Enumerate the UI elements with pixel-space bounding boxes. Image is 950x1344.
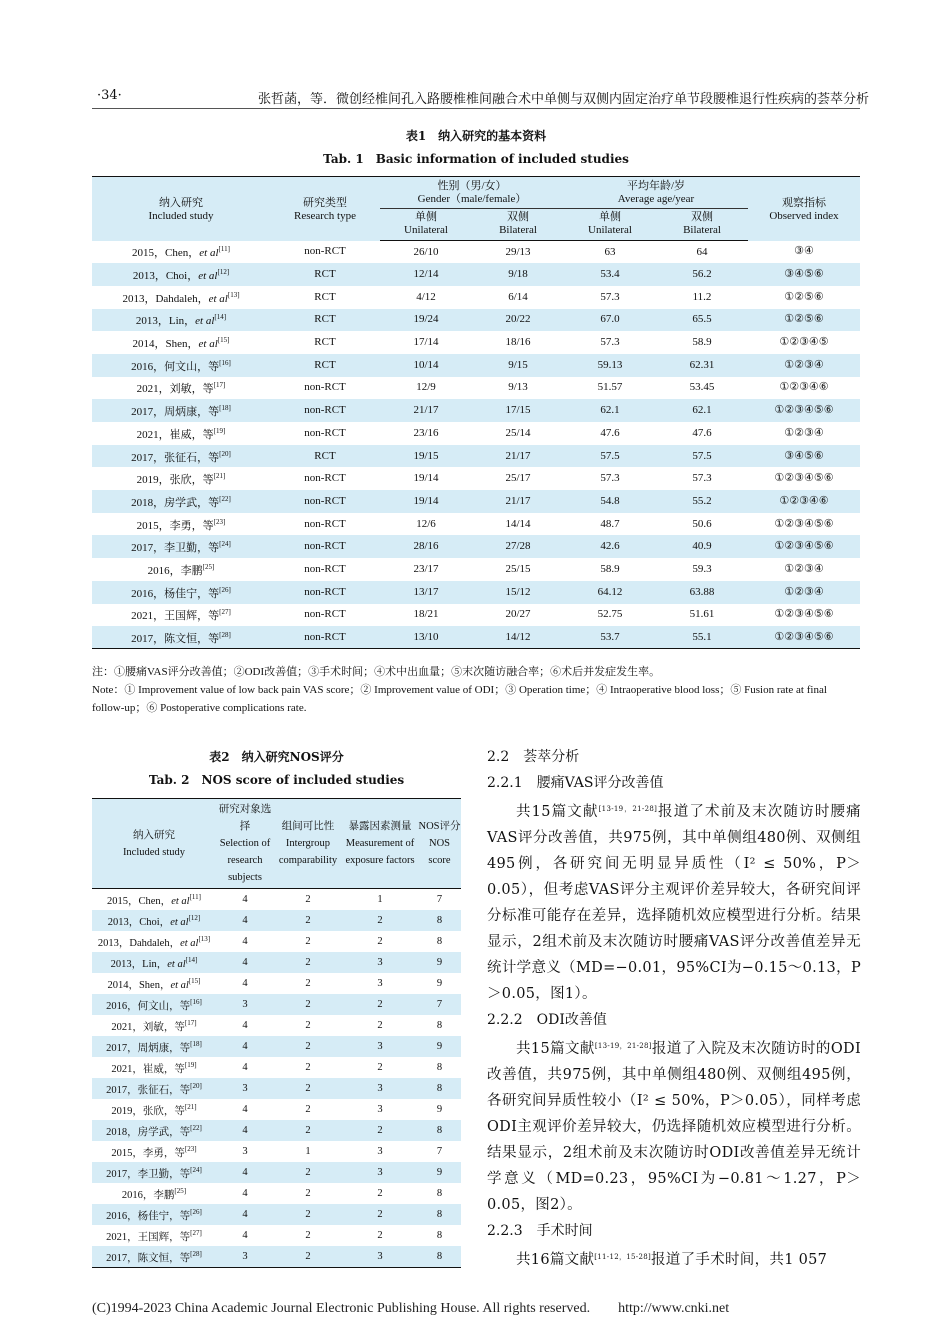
cell-nos: 9 — [436, 1167, 443, 1178]
cell-g-bi: 6/14 — [508, 290, 528, 303]
cell-type: non-RCT — [304, 517, 346, 530]
table-row — [92, 994, 461, 1015]
t1-head-age: 平均年龄/岁 Average age/year — [564, 177, 748, 209]
cell-comp: 2 — [305, 1188, 311, 1199]
table-row — [92, 910, 461, 931]
study-cell: 2021，崔威，等[19] — [111, 1061, 197, 1075]
study-cell: 2014，Shen，et al[15] — [132, 336, 230, 351]
cell-g-bi: 9/13 — [508, 381, 528, 394]
cell-comp: 2 — [305, 1041, 311, 1052]
cell-index: ①②③④ — [784, 426, 824, 439]
cell-a-uni: 57.3 — [600, 472, 620, 485]
t1-head-age-bi: 双侧 Bilateral — [656, 209, 748, 241]
study-cell: 2017，李卫勤，等[24] — [131, 540, 231, 555]
cell-comp: 2 — [305, 1083, 311, 1094]
cell-g-uni: 19/24 — [413, 313, 439, 326]
table-row — [92, 1162, 461, 1183]
cell-index: ③④⑤⑥ — [784, 268, 824, 281]
cell-index: ①②③④⑤⑥ — [774, 472, 834, 485]
study-cell: 2019，张欣，等[21] — [136, 472, 226, 487]
cell-sel: 4 — [242, 978, 248, 989]
header-rule — [92, 108, 860, 109]
t2-head-exposure: 暴露因素测量 Measurement of exposure factors — [342, 799, 418, 889]
cell-g-bi: 17/15 — [505, 404, 531, 417]
table-row — [92, 1015, 461, 1036]
cell-nos: 8 — [436, 1125, 443, 1136]
cell-g-bi: 14/14 — [505, 517, 531, 530]
table-row — [92, 535, 860, 558]
cell-index: ①②③④⑤⑥ — [774, 608, 834, 621]
cell-a-uni: 48.7 — [600, 517, 620, 530]
cell-exp: 3 — [377, 1083, 383, 1094]
t1-head-gender-bi: 双侧 Bilateral — [472, 209, 564, 241]
cell-a-bi: 65.5 — [692, 313, 712, 326]
cell-type: non-RCT — [304, 426, 346, 439]
cell-index: ①②③④⑤⑥ — [774, 540, 834, 553]
cell-comp: 2 — [305, 1104, 311, 1115]
cell-sel: 4 — [242, 1188, 248, 1199]
cell-g-uni: 26/10 — [413, 245, 439, 258]
cell-a-uni: 67.0 — [600, 313, 620, 326]
cell-a-bi: 55.1 — [692, 630, 712, 643]
cell-a-bi: 62.1 — [692, 404, 712, 417]
cell-a-bi: 11.2 — [692, 290, 712, 303]
cell-sel: 4 — [242, 936, 248, 947]
study-cell: 2013，Dahdaleh，et al[13] — [122, 290, 240, 305]
study-cell: 2013，Dahdaleh，et al[13] — [97, 935, 211, 949]
table-row — [92, 286, 860, 309]
table-row — [92, 626, 860, 649]
cell-comp: 2 — [305, 957, 311, 968]
cell-a-uni: 63 — [604, 245, 616, 258]
cell-exp: 1 — [377, 894, 383, 905]
cell-g-uni: 18/21 — [413, 608, 439, 621]
cell-sel: 4 — [242, 1104, 248, 1115]
cell-type: non-RCT — [304, 404, 346, 417]
cell-g-uni: 19/14 — [413, 494, 439, 507]
study-cell: 2016，何文山，等[16] — [106, 998, 202, 1012]
cell-sel: 4 — [242, 915, 248, 926]
cell-exp: 2 — [377, 936, 383, 947]
cell-g-uni: 12/14 — [413, 268, 439, 281]
cell-comp: 2 — [305, 915, 311, 926]
cell-g-uni: 17/14 — [413, 336, 439, 349]
cell-g-uni: 21/17 — [413, 404, 439, 417]
table2-caption-cn: 表2 纳入研究NOS评分 — [209, 750, 344, 764]
table-row — [92, 1204, 461, 1225]
cell-index: ①②⑤⑥ — [784, 313, 824, 326]
t1-head-type: 研究类型 Research type — [294, 197, 356, 223]
cell-exp: 2 — [377, 915, 383, 926]
study-cell: 2017，周炳康，等[18] — [131, 404, 231, 419]
t1-head-study: 纳入研究 Included study — [148, 197, 214, 223]
cell-exp: 3 — [377, 1251, 383, 1262]
table-row — [92, 399, 860, 422]
cell-comp: 2 — [305, 1230, 311, 1241]
cell-sel: 3 — [242, 1146, 248, 1157]
cell-exp: 2 — [377, 1230, 383, 1241]
section-2-2: 2.2 荟萃分析 — [487, 749, 580, 765]
cell-g-bi: 29/13 — [505, 245, 531, 258]
cell-a-bi: 55.2 — [692, 494, 712, 507]
cell-index: ③④⑤⑥ — [784, 449, 824, 462]
cell-g-bi: 21/17 — [505, 494, 531, 507]
cell-g-uni: 19/14 — [413, 472, 439, 485]
cell-a-bi: 56.2 — [692, 268, 712, 281]
cell-type: non-RCT — [304, 630, 346, 643]
table-row — [92, 1183, 461, 1204]
cell-nos: 8 — [436, 1062, 443, 1073]
page-number: ·34· — [97, 88, 122, 103]
cell-g-uni: 4/12 — [416, 290, 436, 303]
study-cell: 2015，李勇，等[23] — [111, 1145, 197, 1159]
cell-g-bi: 18/16 — [505, 336, 531, 349]
cell-g-bi: 25/17 — [505, 472, 531, 485]
cell-comp: 2 — [305, 1062, 311, 1073]
table1-caption-cn: 表1 纳入研究的基本资料 — [405, 129, 547, 143]
cell-type: non-RCT — [304, 494, 346, 507]
table-row — [92, 263, 860, 286]
cell-type: non-RCT — [304, 540, 346, 553]
table-row — [92, 490, 860, 513]
cell-a-uni: 54.8 — [600, 494, 620, 507]
table-row — [92, 1078, 461, 1099]
cell-type: RCT — [314, 449, 336, 462]
cell-a-uni: 57.3 — [600, 336, 620, 349]
cell-comp: 2 — [305, 1209, 311, 1220]
cell-type: non-RCT — [304, 245, 346, 258]
table-row — [92, 1057, 461, 1078]
cell-comp: 1 — [305, 1146, 311, 1157]
t1-head-gender: 性别（男/女） Gender（male/female） — [380, 177, 564, 209]
cell-a-uni: 47.6 — [600, 426, 620, 439]
cell-sel: 4 — [242, 1167, 248, 1178]
table-row — [92, 973, 461, 994]
cell-nos: 7 — [436, 1146, 443, 1157]
study-cell: 2013，Choi，et al[12] — [107, 914, 201, 928]
cell-a-bi: 63.88 — [689, 585, 715, 598]
running-title: 张哲菡，等．微创经椎间孔入路腰椎椎间融合术中单侧与双侧内固定治疗单节段腰椎退行性疾病的荟萃分析 — [258, 92, 870, 107]
table1 — [92, 176, 860, 649]
cell-g-bi: 21/17 — [505, 449, 531, 462]
cell-nos: 9 — [436, 978, 443, 989]
cell-type: RCT — [314, 336, 336, 349]
paragraph-vas: 共15篇文献[13-19，21-28]报道了术前及末次随访时腰痛VAS评分改善值，共975例，其中单侧组480例、双侧组495例，各研究间无明显异质性（I² ≤ 50%，P＞0.05），但考虑VAS评分主观评价差异较大，各研究间评分标准可能存在差异，选择随机效应模型进行分析。结果显示，2组术前及末次随访时腰痛VAS评分改善值差异无统计学意义（MD=−0.01，95%CI为−0.15～0.13，P＞0.05，图1）。 — [487, 804, 861, 1002]
table-row — [92, 309, 860, 332]
cell-nos: 8 — [436, 1230, 443, 1241]
cell-nos: 7 — [436, 999, 443, 1010]
table-row — [92, 889, 461, 911]
cell-g-bi: 25/14 — [505, 426, 531, 439]
cell-type: non-RCT — [304, 585, 346, 598]
cell-sel: 4 — [242, 894, 248, 905]
cell-sel: 4 — [242, 1062, 248, 1073]
cell-g-bi: 14/12 — [505, 630, 531, 643]
table-row — [92, 445, 860, 468]
table2-caption-en: Tab. 2 NOS score of included studies — [148, 773, 405, 787]
cell-sel: 3 — [242, 1251, 248, 1262]
cell-g-bi: 20/27 — [505, 608, 531, 621]
cell-nos: 8 — [436, 1083, 443, 1094]
table-row — [92, 952, 461, 973]
table2-caption — [92, 748, 461, 788]
cell-exp: 3 — [377, 957, 383, 968]
table-row — [92, 1099, 461, 1120]
cell-nos: 8 — [436, 915, 443, 926]
cell-type: non-RCT — [304, 562, 346, 575]
study-cell: 2021，刘敏，等[17] — [111, 1019, 197, 1033]
study-cell: 2017，李卫勤，等[24] — [106, 1166, 202, 1180]
table-row — [92, 581, 860, 604]
cell-nos: 9 — [436, 1041, 443, 1052]
cell-sel: 4 — [242, 1209, 248, 1220]
cell-g-bi: 27/28 — [505, 540, 531, 553]
cell-comp: 2 — [305, 999, 311, 1010]
cell-type: non-RCT — [304, 472, 346, 485]
study-cell: 2013，Choi，et al[12] — [132, 268, 230, 283]
cell-g-bi: 15/12 — [505, 585, 531, 598]
cell-comp: 2 — [305, 978, 311, 989]
cell-exp: 2 — [377, 1062, 383, 1073]
cell-g-uni: 13/17 — [413, 585, 439, 598]
study-cell: 2014，Shen，et al[15] — [107, 977, 201, 991]
table-row — [92, 513, 860, 536]
cell-a-bi: 53.45 — [689, 381, 715, 394]
cell-index: ①②③④⑤ — [779, 336, 829, 349]
cell-nos: 8 — [436, 1020, 443, 1031]
cell-g-bi: 9/18 — [508, 268, 528, 281]
section-2-2-3: 2.2.3 手术时间 — [487, 1223, 593, 1239]
cell-exp: 2 — [377, 1125, 383, 1136]
cell-a-bi: 57.3 — [692, 472, 712, 485]
cell-sel: 3 — [242, 1083, 248, 1094]
study-cell: 2016，李鹏[25] — [147, 562, 215, 577]
paragraph-odi: 共15篇文献[13-19，21-28]报道了入院及末次随访时的ODI改善值，共975例，其中单侧组480例、双侧组495例，各研究间异质性较小（I² ≤ 50%，P＞0.05），同样考虑ODI主观评价差异较大，仍选择随机效应模型进行分析。结果显示，2组术前及末次随访时ODI改善值差异无统计学意义（MD=0.23，95%CI为−0.81～1.27，P＞0.05，图2）。 — [487, 1041, 861, 1213]
cell-nos: 9 — [436, 1104, 443, 1115]
study-cell: 2018，房学武，等[22] — [106, 1124, 202, 1138]
cell-nos: 8 — [436, 1251, 443, 1262]
cell-a-bi: 50.6 — [692, 517, 712, 530]
cell-a-bi: 64 — [696, 245, 708, 258]
table-row — [92, 354, 860, 377]
paragraph-optime: 共16篇文献[11-12，15-28]报道了手术时间，共1 057 — [516, 1252, 828, 1268]
table-row — [92, 467, 860, 490]
study-cell: 2015，李勇，等[23] — [136, 517, 226, 532]
cell-g-bi: 20/22 — [505, 313, 531, 326]
table-row — [92, 422, 860, 445]
t2-head-comparability: 组间可比性 Intergroup comparability — [274, 799, 342, 889]
table-row — [92, 604, 860, 627]
note-en: Note：① Improvement value of low back pain VAS score；② Improvement value of ODI；③ Operation time；④ Intraoperative blood loss；⑤ Fusion rate at final follow-up；⑥ Postoperative complications rate. — [92, 684, 827, 714]
cell-type: RCT — [314, 313, 336, 326]
cell-index: ①②③④ — [784, 562, 824, 575]
cell-a-uni: 64.12 — [597, 585, 623, 598]
cell-a-uni: 51.57 — [597, 381, 623, 394]
t2-head-nos: NOS评分 NOS score — [418, 799, 461, 889]
cell-a-uni: 58.9 — [600, 562, 620, 575]
cell-g-uni: 28/16 — [413, 540, 439, 553]
cell-g-uni: 23/17 — [413, 562, 439, 575]
table1-notes — [92, 663, 862, 717]
body-text — [487, 744, 861, 1273]
study-cell: 2017，周炳康，等[18] — [106, 1040, 202, 1054]
table-row — [92, 331, 860, 354]
cell-index: ①②③④⑥ — [779, 494, 829, 507]
copyright-footer: (C)1994-2023 China Academic Journal Electronic Publishing House. All rights reserved. http://www.cnki.net — [92, 1301, 730, 1316]
study-cell: 2018，房学武，等[22] — [131, 494, 231, 509]
cell-a-uni: 53.4 — [600, 268, 620, 281]
cell-a-uni: 53.7 — [600, 630, 620, 643]
table2 — [92, 798, 461, 1268]
cell-g-bi: 9/15 — [508, 358, 528, 371]
cell-nos: 9 — [436, 957, 443, 968]
cell-g-uni: 12/9 — [416, 381, 436, 394]
study-cell: 2017，张征石，等[20] — [106, 1082, 202, 1096]
cell-index: ①②③④⑤⑥ — [774, 404, 834, 417]
cell-a-uni: 57.3 — [600, 290, 620, 303]
t2-head-study: 纳入研究 Included study — [92, 799, 216, 889]
table-row — [92, 241, 860, 264]
section-2-2-1: 2.2.1 腰痛VAS评分改善值 — [487, 775, 664, 791]
cell-a-uni: 52.75 — [597, 608, 623, 621]
study-cell: 2021，崔威，等[19] — [136, 426, 226, 441]
cell-exp: 3 — [377, 978, 383, 989]
study-cell: 2015，Chen，et al[11] — [132, 245, 230, 260]
cell-exp: 3 — [377, 1167, 383, 1178]
cell-exp: 2 — [377, 1188, 383, 1199]
cell-index: ③④ — [794, 245, 814, 258]
cell-index: ①②⑤⑥ — [784, 290, 824, 303]
study-cell: 2021，刘敏，等[17] — [136, 381, 226, 396]
cell-comp: 2 — [305, 1020, 311, 1031]
section-2-2-2: 2.2.2 ODI改善值 — [487, 1012, 607, 1028]
cell-sel: 4 — [242, 1020, 248, 1031]
cell-nos: 8 — [436, 1188, 443, 1199]
cell-g-uni: 23/16 — [413, 426, 439, 439]
table-row — [92, 558, 860, 581]
cell-a-bi: 59.3 — [692, 562, 712, 575]
cell-type: RCT — [314, 268, 336, 281]
table1-caption — [92, 127, 860, 167]
table-row — [92, 1036, 461, 1057]
cell-a-bi: 47.6 — [692, 426, 712, 439]
t1-head-age-uni: 单侧 Unilateral — [564, 209, 656, 241]
table-row — [92, 931, 461, 952]
cell-sel: 3 — [242, 999, 248, 1010]
cell-a-bi: 51.61 — [689, 608, 715, 621]
cell-a-uni: 42.6 — [600, 540, 620, 553]
cell-index: ①②③④⑤⑥ — [774, 630, 834, 643]
cell-type: non-RCT — [304, 608, 346, 621]
study-cell: 2017，陈文恒，等[28] — [106, 1250, 202, 1264]
table2-body — [92, 889, 461, 1268]
note-cn: 注：①腰痛VAS评分改善值；②ODI改善值；③手术时间；④术中出血量；⑤末次随访融合率；⑥术后并发症发生率。 — [92, 666, 661, 678]
cell-g-uni: 13/10 — [413, 630, 439, 643]
cell-g-uni: 10/14 — [413, 358, 439, 371]
study-cell: 2015，Chen，et al[11] — [107, 893, 201, 907]
t1-head-index: 观察指标 Observed index — [769, 197, 839, 223]
study-cell: 2013，Lin，et al[14] — [110, 956, 198, 970]
study-cell: 2017，陈文恒，等[28] — [131, 630, 231, 645]
cell-exp: 3 — [377, 1041, 383, 1052]
cell-nos: 8 — [436, 936, 443, 947]
study-cell: 2019，张欣，等[21] — [111, 1103, 197, 1117]
cell-a-uni: 57.5 — [600, 449, 620, 462]
study-cell: 2021，王国辉，等[27] — [131, 608, 231, 623]
table-row — [92, 1120, 461, 1141]
table-row — [92, 1225, 461, 1246]
t1-head-gender-uni: 单侧 Unilateral — [380, 209, 472, 241]
cell-nos: 7 — [436, 894, 443, 905]
cell-a-uni: 62.1 — [600, 404, 620, 417]
study-cell: 2016，何文山，等[16] — [131, 358, 231, 373]
cell-a-bi: 57.5 — [692, 449, 712, 462]
cell-g-uni: 12/6 — [416, 517, 436, 530]
cell-a-uni: 59.13 — [597, 358, 623, 371]
cell-index: ①②③④ — [784, 358, 824, 371]
cell-index: ①②③④⑤⑥ — [774, 517, 834, 530]
cell-a-bi: 62.31 — [689, 358, 715, 371]
table-row — [92, 1141, 461, 1162]
cell-sel: 4 — [242, 1125, 248, 1136]
cell-type: non-RCT — [304, 381, 346, 394]
cell-exp: 3 — [377, 1146, 383, 1157]
cell-comp: 2 — [305, 1167, 311, 1178]
cell-sel: 4 — [242, 1041, 248, 1052]
study-cell: 2013，Lin，et al[14] — [135, 313, 227, 328]
cell-exp: 3 — [377, 1104, 383, 1115]
study-cell: 2016，李鹏[25] — [121, 1187, 187, 1201]
table1-body — [92, 241, 860, 649]
cell-comp: 2 — [305, 1251, 311, 1262]
cell-nos: 8 — [436, 1209, 443, 1220]
cell-sel: 4 — [242, 957, 248, 968]
cell-comp: 2 — [305, 936, 311, 947]
cell-exp: 2 — [377, 999, 383, 1010]
cell-exp: 2 — [377, 1209, 383, 1220]
cell-comp: 2 — [305, 1125, 311, 1136]
cell-index: ①②③④ — [784, 585, 824, 598]
cell-comp: 2 — [305, 894, 311, 905]
cell-g-bi: 25/15 — [505, 562, 531, 575]
cell-index: ①②③④⑥ — [779, 381, 829, 394]
cell-a-bi: 40.9 — [692, 540, 712, 553]
cell-g-uni: 19/15 — [413, 449, 439, 462]
study-cell: 2016，杨佳宁，等[26] — [131, 585, 231, 600]
study-cell: 2016，杨佳宁，等[26] — [106, 1208, 202, 1222]
t2-head-selection: 研究对象选择 Selection of research subjects — [216, 799, 274, 889]
study-cell: 2021，王国辉，等[27] — [106, 1229, 202, 1243]
table1-caption-en: Tab. 1 Basic information of included studies — [323, 152, 629, 166]
table-row — [92, 1246, 461, 1268]
table-row — [92, 377, 860, 400]
cell-a-bi: 58.9 — [692, 336, 712, 349]
study-cell: 2017，张征石，等[20] — [131, 449, 231, 464]
cell-type: RCT — [314, 290, 336, 303]
cell-exp: 2 — [377, 1020, 383, 1031]
cell-type: RCT — [314, 358, 336, 371]
cell-sel: 4 — [242, 1230, 248, 1241]
